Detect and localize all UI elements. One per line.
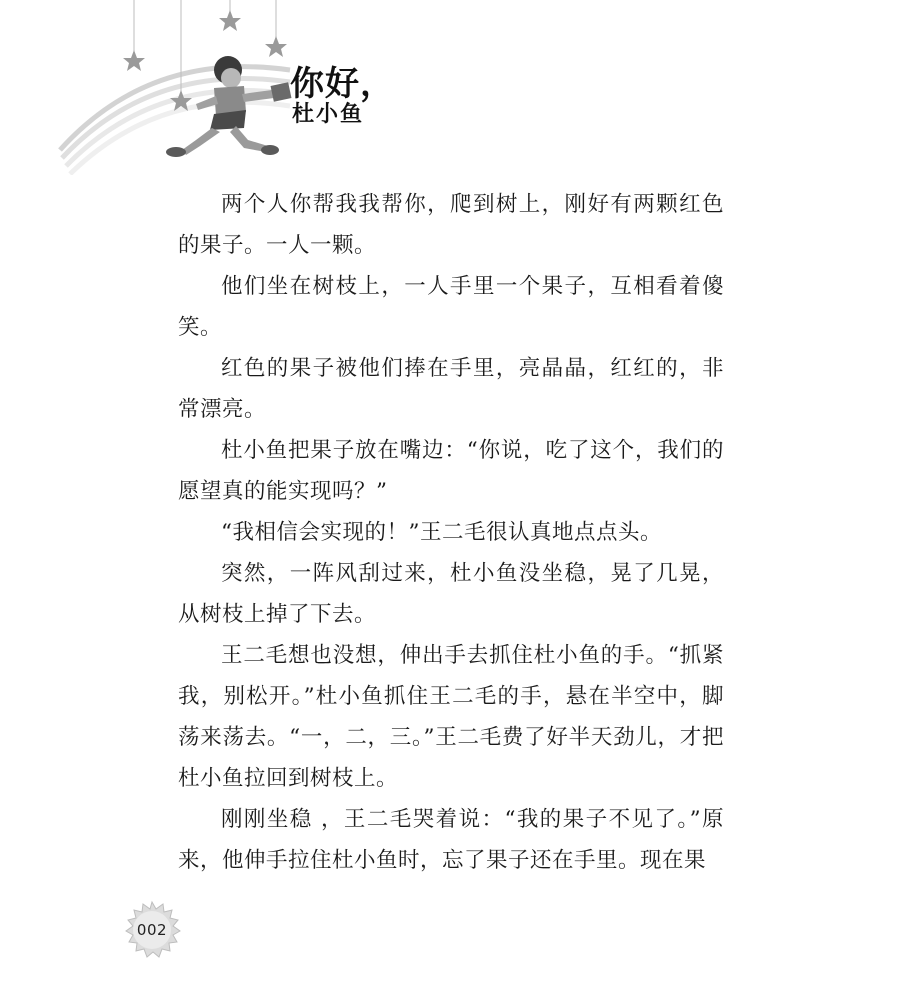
page-number: 002	[136, 921, 168, 939]
paragraph: 刚刚坐稳 ，王二毛哭着说：“我的果子不见了。”原来，他伸手拉住杜小鱼时，忘了果子还在手里。现在果	[178, 807, 724, 873]
paragraph: 两个人你帮我我帮你，爬到树上，刚好有两颗红色的果子。一人一颗。	[178, 192, 724, 258]
paragraph: 他们坐在树枝上，一人手里一个果子，互相看着傻笑。	[178, 274, 724, 340]
paragraph: 突然，一阵风刮过来，杜小鱼没坐稳，晃了几晃，从树枝上掉了下去。	[178, 561, 724, 627]
paragraph: 王二毛想也没想，伸出手去抓住杜小鱼的手。“抓紧我，别松开。”杜小鱼抓住王二毛的手，悬在半空中，脚荡来荡去。“一，二，三。”王二毛费了好半天劲儿，才把杜小鱼拉回到树枝上。	[178, 643, 724, 791]
chapter-title: 你好，	[290, 64, 395, 104]
paragraph: “我相信会实现的！”王二毛很认真地点点头。	[221, 520, 662, 545]
body-text	[178, 184, 724, 881]
paragraph: 杜小鱼把果子放在嘴边：“你说，吃了这个，我们的愿望真的能实现吗？”	[178, 438, 724, 504]
paragraph: 红色的果子被他们捧在手里，亮晶晶，红红的，非常漂亮。	[178, 356, 724, 422]
rainbow-decoration	[60, 67, 290, 174]
chapter-subtitle: 杜小鱼	[292, 102, 365, 127]
chapter-title-block	[290, 66, 420, 128]
page-number-badge	[122, 900, 182, 960]
